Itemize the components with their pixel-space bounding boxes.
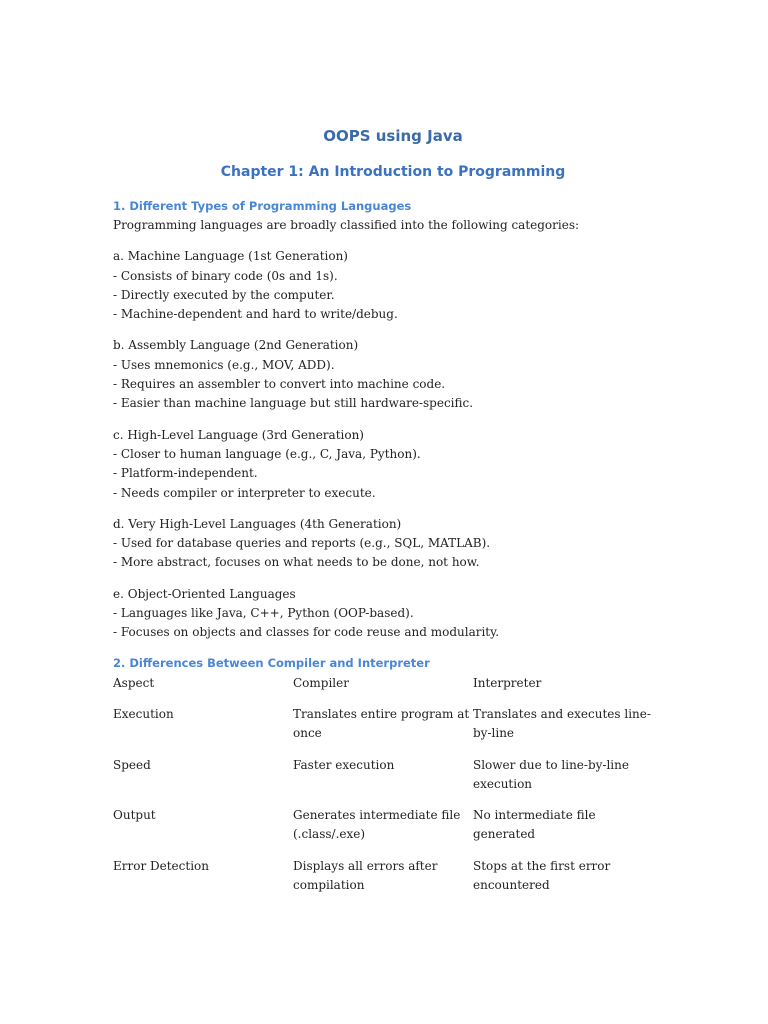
category-high-level-language	[113, 426, 673, 503]
category-point: - Easier than machine language but still hardware-specific.	[113, 396, 474, 411]
table-cell: Output	[113, 808, 156, 823]
category-point: - Languages like Java, C++, Python (OOP-based).	[113, 606, 414, 621]
table-cell: Generates intermediate file (.class/.exe)	[293, 808, 461, 842]
table-row	[113, 806, 653, 857]
comparison-table	[113, 674, 653, 908]
section-heading-compiler-vs-interpreter: 2. Differences Between Compiler and Interpreter	[113, 655, 430, 670]
table-cell: Speed	[113, 757, 151, 772]
category-name: c. High-Level Language (3rd Generation)	[113, 427, 364, 442]
document-title: OOPS using Java	[323, 127, 463, 145]
category-very-high-level-languages	[113, 515, 673, 573]
category-point: - Focuses on objects and classes for code reuse and modularity.	[113, 625, 500, 640]
chapter-title: Chapter 1: An Introduction to Programming	[220, 164, 566, 180]
category-object-oriented-languages	[113, 585, 673, 643]
category-point: - Uses mnemonics (e.g., MOV, ADD).	[113, 357, 335, 372]
category-point: - Needs compiler or interpreter to execute.	[113, 485, 376, 500]
category-assembly-language	[113, 336, 673, 413]
category-point: - Directly executed by the computer.	[113, 287, 335, 302]
table-cell: Translates entire program at once	[293, 706, 470, 741]
table-cell: No intermediate file generated	[473, 808, 596, 842]
table-row	[113, 705, 653, 756]
category-name: b. Assembly Language (2nd Generation)	[113, 338, 359, 353]
category-name: a. Machine Language (1st Generation)	[113, 249, 348, 264]
table-header-row	[113, 674, 653, 705]
category-point: - Machine-dependent and hard to write/debug.	[113, 307, 398, 322]
table-row	[113, 756, 653, 807]
category-name: e. Object-Oriented Languages	[113, 586, 296, 601]
table-header-cell: Compiler	[293, 675, 349, 690]
category-point: - Used for database queries and reports (e.g., SQL, MATLAB).	[113, 536, 491, 551]
table-cell: Translates and executes line-by-line	[473, 706, 651, 741]
category-point: - Requires an assembler to convert into machine code.	[113, 377, 446, 392]
section-heading-language-types: 1. Different Types of Programming Languages	[113, 199, 412, 213]
category-point: - More abstract, focuses on what needs to be done, not how.	[113, 555, 480, 570]
section-intro: Programming languages are broadly classified into the following categories:	[113, 218, 580, 232]
table-header-cell: Aspect	[113, 675, 155, 690]
table-cell: Execution	[113, 706, 174, 721]
category-point: - Closer to human language (e.g., C, Java, Python).	[113, 446, 421, 461]
table-cell: Error Detection	[113, 858, 209, 873]
category-point: - Consists of binary code (0s and 1s).	[113, 268, 338, 283]
category-name: d. Very High-Level Languages (4th Generation)	[113, 516, 402, 531]
table-cell: Slower due to line-by-line execution	[473, 757, 629, 791]
category-point: - Platform-independent.	[113, 466, 258, 481]
document-page	[113, 126, 673, 907]
table-row	[113, 857, 653, 908]
category-machine-language	[113, 247, 673, 324]
table-cell: Displays all errors after compilation	[293, 858, 438, 893]
table-header-cell: Interpreter	[473, 675, 542, 690]
table-cell: Faster execution	[293, 757, 395, 772]
table-cell: Stops at the first error encountered	[473, 858, 611, 893]
